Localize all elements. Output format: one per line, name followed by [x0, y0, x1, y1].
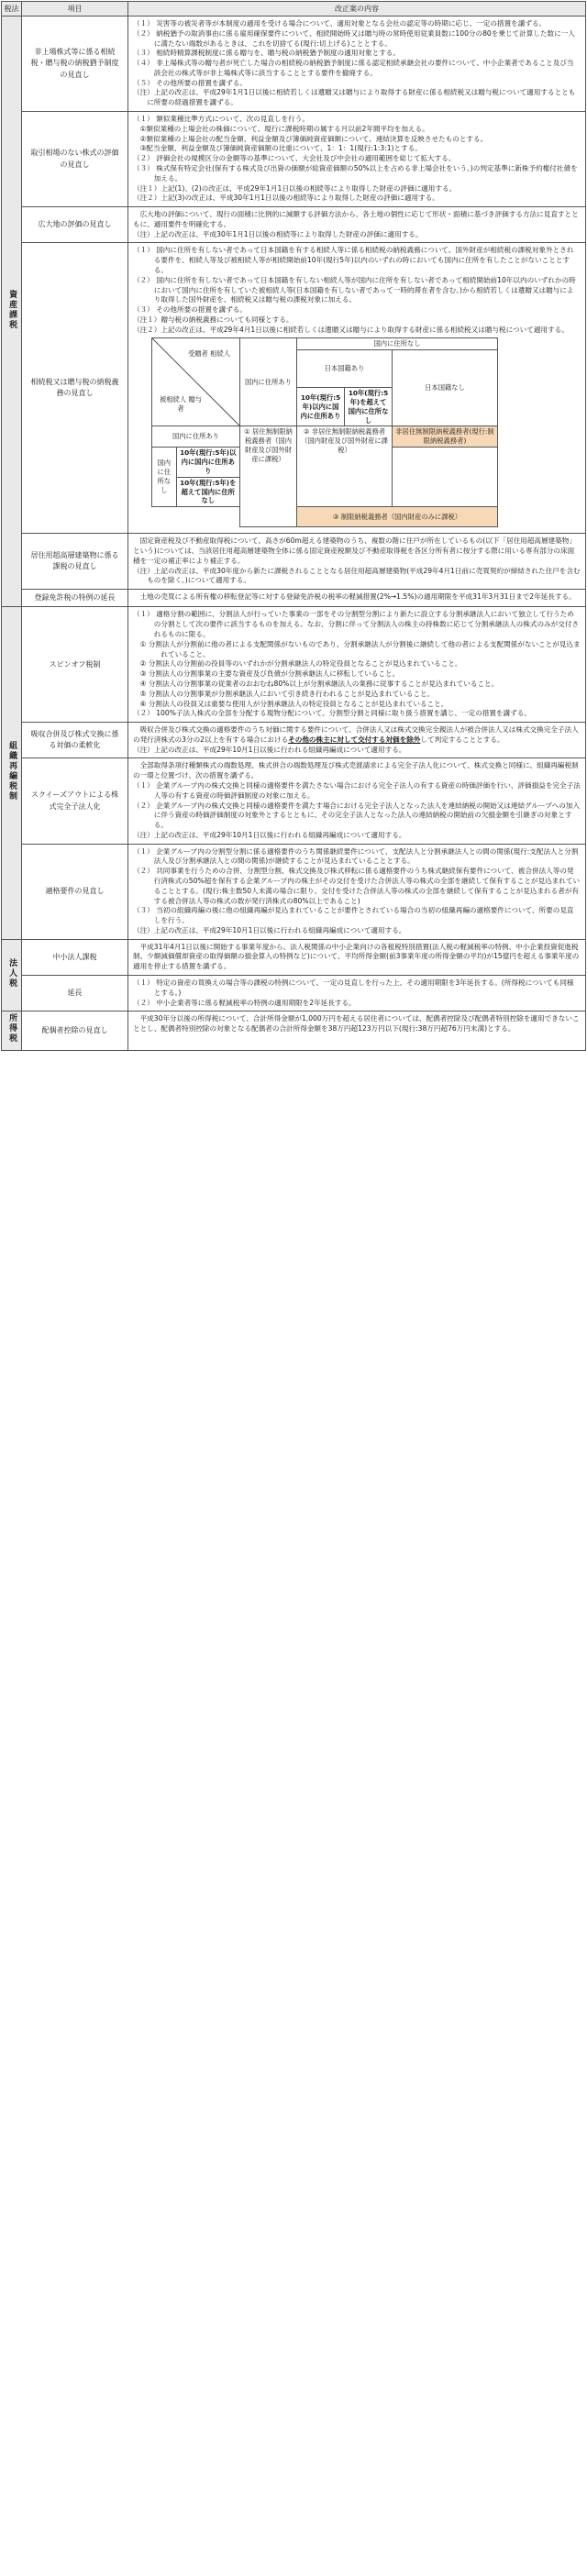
paragraph: （１） 特定の資産の買換えの場合等の課税の特例について、一定の見直しを行った上、その適用期限を3年延長する。(所得税についても同様とする。)	[133, 978, 574, 997]
item-content	[128, 844, 586, 939]
item-label: 配偶者控除の見直し	[22, 1012, 128, 1050]
note: （注）上記の改正は、平成30年1月1日以後の相続等により取得した財産の評価に適用する。	[133, 229, 423, 238]
paragraph: （２） 納税猶予の取消事由に係る雇用確保要件について、相続開始時又は贈与時の常時使用従業員数に100分の80を乗じて計算した数に一人に満たない端数があるときは、これを切捨てる(現行:切上げる)こととする。	[133, 28, 575, 48]
category-soshiki: 組織再編税制	[2, 607, 22, 939]
matrix-row-domestic: 国内に住所あり	[152, 426, 240, 448]
table-row	[2, 243, 586, 534]
item-label: スピンオフ税制	[22, 607, 128, 723]
paragraph: （４） 非上場株式等の贈与者が死亡した場合の相続税の納税猶予制度に係る認定相続承継会社の要件について、中小企業者であること及び当該会社の株式等が非上場株式等に該当することとする要件を撤廃する。	[133, 59, 574, 77]
paragraph: （２） 共同事業を行うための合併、分割型分割、株式交換及び株式移転に係る適格要件のうち株式継続保有要件について、被合併法人等の発行済株式の50%超を保有する企業グループ内の株主がその交付を受けた合併法人等の株式の全部を継続して保有することが見込まれていることとする。(現行:株主数50人未満の場合に限り、交付を受けた合併法人等の株式の全部を継続して保有することが見込まれる者が有する被合併法人等の株式の数が発行済株式の80%以上であること)	[133, 867, 581, 905]
matrix-corner	[152, 338, 240, 426]
item-content	[128, 1012, 586, 1050]
paragraph: （１） 企業グループ内の分割型分割に係る適格要件のうち関係継続要件について、支配法人と分割承継法人との間の関係(現行:支配法人と分割法人及び分割承継法人との間の関係)が継続することが見込まれていることとする。	[133, 846, 579, 866]
paragraph: （２） 国内に住所を有しない者であって日本国籍を有しない相続人等が国内に住所を有しない者であって相続開始前10年以内のいずれかの時において国内に住所を有していた被相続人等(日本国籍を有しない者であって一時的滞在者を含む。)から相続若しくは遺贈又は贈与により取得した国外財産を、相続税又は贈与税の課税対象に加える。	[133, 275, 576, 304]
table-row	[2, 976, 586, 1012]
paragraph: ⑥ 分割法人の役員又は重要な使用人が分割承継法人の特定役員となることが見込まれていること。	[139, 699, 449, 708]
note: （注）上記の改正は、平成30年度から新たに課税されることとなる居住用超高層建築物(平成29年4月1日前に売買契約が締結された住戸を含むものを除く。)について適用する。	[133, 566, 581, 585]
table-row	[2, 939, 586, 975]
matrix-cell-resident-unlimited: ① 居住無制限納税義務者（国内財産及び国外財産に課税）	[240, 426, 297, 527]
table-row	[2, 607, 586, 723]
note: （注）上記の改正は、平成29年10月1日以後に行われる組織再編成について適用する。	[133, 830, 406, 839]
matrix-col-japanese: 日本国籍あり	[297, 350, 393, 388]
item-label: 非上場株式等に係る相続税・贈与税の納税猶予制度の見直し	[22, 17, 128, 112]
paragraph: ②類似業種の上場会社の配当金額、利益金額及び簿価純資産価額について、連結決算を反映させたものとする。	[139, 134, 488, 143]
paragraph: ⑤ 分割法人の分割事業が分割承継法人において引き続き行われることが見込まれていること。	[139, 689, 435, 698]
paragraph: （１） 類似業種比準方式について、次の見直しを行う。	[133, 115, 309, 124]
item-label: 吸収合併及び株式交換に係る対価の柔軟化	[22, 723, 128, 758]
item-content	[128, 758, 586, 844]
item-label: 延長	[22, 976, 128, 1012]
matrix-decedent-label: 被相続人 贈与者	[159, 394, 203, 413]
matrix-row-over-10: 10年(現行:5年)を超えて国内に住所なし	[180, 478, 237, 505]
paragraph: 吸収合併及び株式交換の適格要件のうち対価に関する要件について、合併法人又は株式交換完全親法人が被合併法人又は株式交換完全子法人の発行済株式の3分の2以上を有する場合におけるその他の株主に対して交付する対価を除外して判定することとする。	[133, 725, 579, 744]
paragraph: ② 分割法人の分割前の役員等のいずれかが分割承継法人の特定役員となることが見込まれていること。	[139, 659, 462, 669]
paragraph: （３） 株式保有特定会社(保有する株式及び出資の価額が総資産価額の50%以上を占める非上場会社をいう。)の判定基準に新株予約権付社債を加える。	[133, 163, 578, 182]
item-label: 適格要件の見直し	[22, 844, 128, 939]
item-content	[128, 976, 586, 1012]
paragraph: （５） その他所要の措置を講ずる。	[133, 78, 247, 87]
table-row	[2, 207, 586, 243]
category-shisan: 資産課税	[2, 17, 22, 607]
matrix-col-over-10: 10年(現行:5年)を超えて国内に住所なし	[345, 388, 393, 426]
item-content	[128, 607, 586, 723]
note: （注２）上記の改正は、平成29年4月1日以後に相続若しくは遺贈又は贈与により取得する財産に係る相続税又は贈与税について適用する。	[133, 325, 569, 334]
note: （注１）贈与税の納税義務についても同様とする。	[133, 315, 294, 324]
item-label: 登録免許税の特例の延長	[22, 590, 128, 607]
table-row	[2, 723, 586, 758]
matrix-row-within-10: 10年(現行:5年)以内に国内に住所あり	[176, 448, 239, 477]
item-content	[128, 207, 586, 243]
paragraph: （２） 100%子法人株式の全部を分配する現物分配について、分割型分割と同様に取り扱う措置を講じ、一定の措置を講ずる。	[133, 709, 531, 718]
table-row	[2, 590, 586, 607]
item-label: 居住用超高層建築物に係る課税の見直し	[22, 534, 128, 590]
paragraph: 広大地の評価について、現行の面積に比例的に減額する評価方法から、各土地の個性に応じて形状・面積に基づき評価する方法に見直すとともに、適用要件を明確化する。	[133, 210, 579, 228]
category-hojin: 法人税	[2, 939, 22, 1012]
header-content: 改正案の内容	[128, 2, 586, 17]
paragraph: 平成31年4月1日以後に開始する事業年度から、法人税関係の中小企業向けの各租税特別措置(法人税の軽減税率の特例、中小企業投資促進税制、少額減価償却資産の取得価額の損金算入の特例など)について、平均所得金額(前3事業年度の所得金額の平均)が15億円を超える事業年度の適用を停止する措置を講ずる。	[133, 942, 580, 971]
paragraph: （１） 適格分割の範囲に、分割法人が行っていた事業の一部をその分割型分割により新たに設立する分割承継法人において独立して行うための分割として次の要件に該当するものを加える。なお、分割に伴って分割法人の株主の持株数に応じて分割承継法人の株式のみが交付されるものに限る。	[133, 610, 580, 639]
note: （注）上記の改正は、平成29年10月1日以後に行われる組織再編成について適用する。	[133, 745, 406, 754]
note: （注）上記の改正は、平成29年10月1日以後に行われる組織再編成について適用する。	[133, 925, 406, 934]
category-shotoku: 所得税	[2, 1012, 22, 1050]
item-content	[128, 243, 586, 534]
paragraph: ① 分割法人が分割前に他の者による支配関係がないものであり、分割承継法人が分割後に継続して他の者による支配関係がないことが見込まれていること。	[139, 639, 581, 658]
paragraph: （２） 評価会社の規模区分の金額等の基準について、大会社及び中会社の適用範囲を総じて拡大する。	[133, 154, 456, 163]
table-row	[2, 112, 586, 207]
tax-obligation-matrix	[151, 337, 498, 527]
paragraph: （１） 災害等の被災者等が本制度の適用を受ける場合について、適用対象となる会社の認定等の時期に応じ、一定の措置を講ずる。	[133, 19, 547, 28]
item-content	[128, 723, 586, 758]
item-label: 広大地の評価の見直し	[22, 207, 128, 243]
paragraph: ④ 分割法人の分割事業の従業者のおおむね80%以上が分割承継法人の業務に従事することが見込まれていること。	[139, 679, 499, 688]
matrix-row-abroad-group	[152, 448, 240, 507]
paragraph: 固定資産税及び不動産取得税について、高さが60m超える建築物のうち、複数の階に住戸が所在しているもの(以下「居住用超高層建築物」という)については、当該居住用超高層建築物全体に係る固定資産税額及び不動産取得税を各区分所有者に按分する際に用いる専有部分の床面積を一定の補正率により補正する。	[133, 536, 576, 565]
paragraph: 全部取得条項付種類株式の端数処理、株式併合の端数処理及び株式売渡請求による完全子法人化について、株式交換と同様に、組織再編税制の一環と位置づけ、次の措置を講ずる。	[133, 761, 579, 780]
paragraph: ①類似業種の上場会社の株価について、現行に課税時期の属する月以前2年間平均を加える。	[139, 124, 429, 133]
matrix-cell-revised: 非居住無制限納税義務者(現行:制限納税義務者)	[393, 426, 498, 448]
matrix-empty-cell	[393, 448, 498, 507]
note: （注２）上記(3)の改正は、平成30年1月1日以後の相続等により取得した財産の評価に適用する。	[133, 193, 439, 203]
table-row	[2, 844, 586, 939]
paragraph: ③配当金額、利益金額及び簿価純資産価額の比重について、1：1：1(現行:1:3:1)とする。	[139, 144, 422, 153]
matrix-heir-label: 受贈者 相続人	[187, 349, 231, 359]
item-label: 相続税又は贈与税の納税義務の見直し	[22, 243, 128, 534]
paragraph: （２） 企業グループ内の株式交換と同様の適格要件を満たす場合における完全子法人となった法人を連結納税の開始又は連結グループへの加入に伴う資産の時価評価制度の対象外とするとともに、その完全子法人となった法人の連結納税の開始前の欠損金額を引継ぎの対象とする。	[133, 801, 581, 830]
item-content	[128, 17, 586, 112]
item-label: スクイーズアウトによる株式完全子法人化	[22, 758, 128, 844]
matrix-cell-nonresident-unlimited: ② 非居住無制限納税義務者（国内財産及び国外財産に課税）	[297, 426, 393, 507]
header-item: 項目	[22, 2, 128, 17]
table-row	[2, 534, 586, 590]
tax-revision-table	[1, 1, 586, 1051]
matrix-row-abroad: 国内に住所なし	[152, 448, 176, 506]
paragraph: （２） 中小企業者等に係る軽減税率の特例の適用期限を2年延長する。	[133, 998, 356, 1007]
item-label: 取引相場のない株式の評価の見直し	[22, 112, 128, 207]
item-content	[128, 590, 586, 607]
table-row	[2, 17, 586, 112]
item-content	[128, 939, 586, 975]
item-content	[128, 534, 586, 590]
table-row	[2, 1012, 586, 1050]
paragraph: 平成30年分以後の所得税について、合計所得金額が1,000万円を超える居住者については、配偶者控除及び配偶者特別控除を適用できないこととし、配偶者特別控除の対象となる配偶者の合計所得金額を38万円超123万円以下(現行:38万円超76万円未満)とする。	[133, 1014, 580, 1034]
paragraph: （３） 相続時精算課税制度に係る贈与を、贈与税の納税猶予制度の適用対象とする。	[133, 49, 400, 58]
table-header-row	[2, 2, 586, 17]
matrix-col-abroad: 国内に住所なし	[297, 338, 498, 350]
paragraph: （３） 当初の組織再編の後に他の組織再編が見込まれていることが要件とされている場合の当初の組織再編の適格要件について、所要の見直しを行う。	[133, 906, 574, 925]
item-label: 中小法人課税	[22, 939, 128, 975]
note: （注）上記の改正は、平成29年1月1日以後に相続若しくは遺贈又は贈与により取得する財産に係る相続税又は贈与税について適用するとともに所要の経過措置を講ずる。	[133, 88, 576, 107]
revision-table-container	[1, 1, 586, 1051]
header-tax-law: 税法	[2, 2, 22, 17]
paragraph: ③ 分割法人の分割事業の主要な資産及び負債が分割承継法人に移転していること。	[139, 669, 400, 679]
matrix-spacer	[152, 507, 240, 527]
matrix-col-non-japanese: 日本国籍なし	[393, 350, 498, 426]
paragraph: （３） その他所要の措置を講ずる。	[133, 305, 247, 315]
item-content	[128, 112, 586, 207]
table-row	[2, 758, 586, 844]
matrix-cell-limited: ③ 制限納税義務者（国内財産のみに課税）	[297, 507, 498, 527]
emphasis-text: その他の株主に対して交付する対価を除外	[288, 735, 421, 744]
matrix-col-within-10: 10年(現行:5年)以内に国内に住所あり	[297, 388, 345, 426]
note: （注１）上記(1)、(2)の改正は、平成29年1月1日以後の相続等により取得した財産の評価に適用する。	[133, 183, 457, 193]
paragraph: 土地の売買による所有権の移転登記等に対する登録免許税の税率の軽減措置(2%→1.5%)の適用期限を平成31年3月31日まで2年延長する。	[139, 592, 576, 602]
paragraph: （１） 企業グループ内の株式交換と同様の適格要件を満たさない場合における完全子法人の有する資産の時価評価を行い、評価損益を完全子法人等の有する資産の時価評価制度の対象に加える。	[133, 780, 581, 800]
matrix-col-domestic: 国内に住所あり	[240, 338, 297, 426]
paragraph: （１） 国内に住所を有しない者であって日本国籍を有する相続人等に係る相続税の納税義務について、国外財産が相続税の課税対象外とされる要件を、相続人等及び被相続人等が相続開始前10年(現行5年)以内のいずれの時においても国内に住所を有したことがないこととする。	[133, 246, 574, 274]
